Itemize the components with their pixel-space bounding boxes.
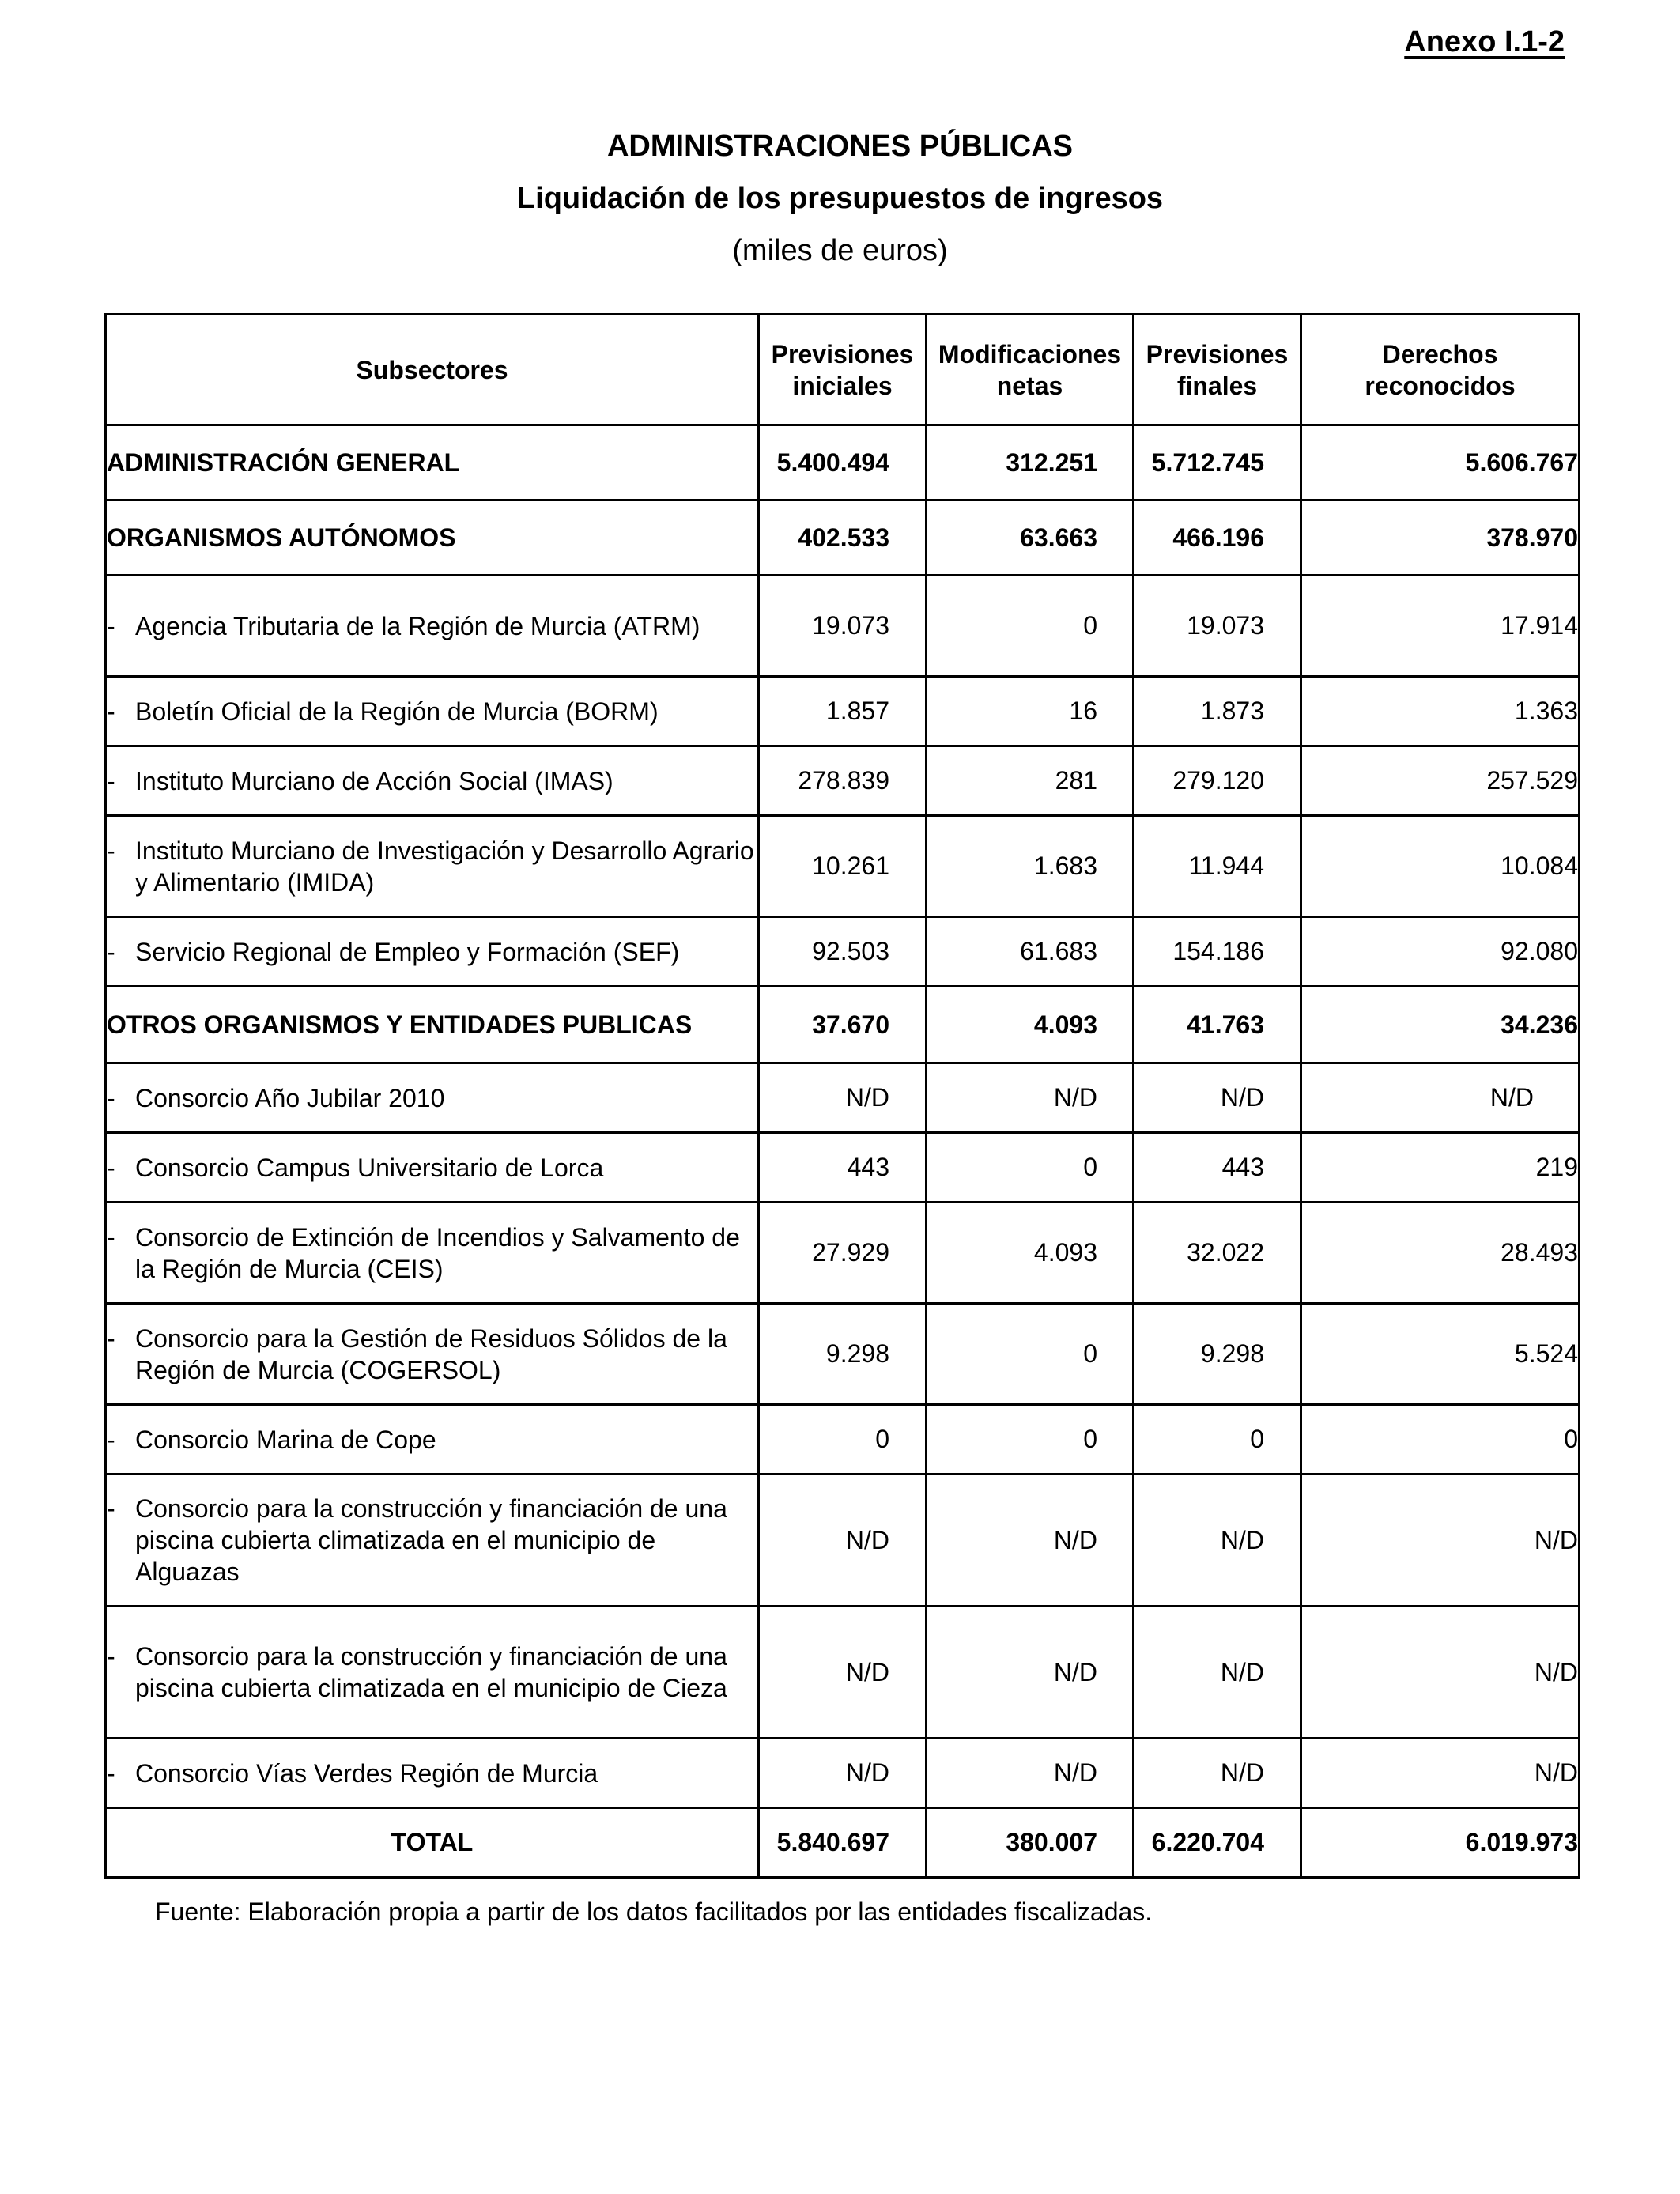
previsiones-iniciales-cell: 9.298 xyxy=(759,1304,927,1405)
row-label: OTROS ORGANISMOS Y ENTIDADES PUBLICAS xyxy=(106,987,759,1063)
total-previsiones-iniciales: 5.840.697 xyxy=(759,1808,927,1878)
row-label: - Consorcio Vías Verdes Región de Murcia xyxy=(106,1739,759,1808)
row-label: - Consorcio de Extinción de Incendios y Salvamento de la Región de Murcia (CEIS) xyxy=(106,1203,759,1304)
previsiones-iniciales-cell: 1.857 xyxy=(759,677,927,746)
modificaciones-netas-cell: N/D xyxy=(927,1739,1134,1808)
modificaciones-netas-cell: 312.251 xyxy=(927,425,1134,500)
source-note: Fuente: Elaboración propia a partir de los datos facilitados por las entidades fiscalizadas. xyxy=(155,1898,1153,1926)
modificaciones-netas-cell: 4.093 xyxy=(927,1203,1134,1304)
annex-label: Anexo I.1-2 xyxy=(1404,25,1565,59)
derechos-reconocidos-cell: N/D xyxy=(1301,1475,1580,1607)
previsiones-finales-cell: 466.196 xyxy=(1134,500,1301,576)
modificaciones-netas-cell: N/D xyxy=(927,1607,1134,1739)
table-row xyxy=(106,746,1580,816)
previsiones-iniciales-cell: 92.503 xyxy=(759,917,927,987)
total-label: TOTAL xyxy=(106,1808,759,1878)
previsiones-iniciales-cell: N/D xyxy=(759,1739,927,1808)
table-row xyxy=(106,1607,1580,1739)
total-row xyxy=(106,1808,1580,1878)
page-title: ADMINISTRACIONES PÚBLICAS xyxy=(606,130,1074,163)
total-previsiones-finales: 6.220.704 xyxy=(1134,1808,1301,1878)
table-row xyxy=(106,987,1580,1063)
table-header-row xyxy=(106,315,1580,425)
total-modificaciones-netas: 380.007 xyxy=(927,1808,1134,1878)
table-row xyxy=(106,1405,1580,1475)
row-label: - Boletín Oficial de la Región de Murcia (BORM) xyxy=(106,677,759,746)
row-label: ADMINISTRACIÓN GENERAL xyxy=(106,425,759,500)
derechos-reconocidos-cell: 17.914 xyxy=(1301,576,1580,677)
derechos-reconocidos-cell: 219 xyxy=(1301,1133,1580,1203)
row-label: - Consorcio Marina de Cope xyxy=(106,1405,759,1475)
units-note: (miles de euros) xyxy=(732,234,948,267)
previsiones-iniciales-cell: 402.533 xyxy=(759,500,927,576)
modificaciones-netas-cell: 16 xyxy=(927,677,1134,746)
previsiones-iniciales-cell: 443 xyxy=(759,1133,927,1203)
table-row xyxy=(106,1304,1580,1405)
previsiones-finales-cell: 279.120 xyxy=(1134,746,1301,816)
previsiones-finales-cell: N/D xyxy=(1134,1063,1301,1133)
previsiones-iniciales-cell: 5.400.494 xyxy=(759,425,927,500)
previsiones-finales-cell: 9.298 xyxy=(1134,1304,1301,1405)
table-row xyxy=(106,1063,1580,1133)
total-derechos-reconocidos: 6.019.973 xyxy=(1301,1808,1580,1878)
table-row xyxy=(106,816,1580,917)
table-row xyxy=(106,500,1580,576)
previsiones-finales-cell: 41.763 xyxy=(1134,987,1301,1063)
previsiones-finales-cell: 32.022 xyxy=(1134,1203,1301,1304)
derechos-reconocidos-cell: 1.363 xyxy=(1301,677,1580,746)
modificaciones-netas-cell: 0 xyxy=(927,1304,1134,1405)
previsiones-iniciales-cell: N/D xyxy=(759,1063,927,1133)
previsiones-iniciales-cell: N/D xyxy=(759,1607,927,1739)
derechos-reconocidos-cell: 0 xyxy=(1301,1405,1580,1475)
row-label: ORGANISMOS AUTÓNOMOS xyxy=(106,500,759,576)
derechos-reconocidos-cell: 257.529 xyxy=(1301,746,1580,816)
derechos-reconocidos-cell: 5.606.767 xyxy=(1301,425,1580,500)
row-label: - Servicio Regional de Empleo y Formación (SEF) xyxy=(106,917,759,987)
derechos-reconocidos-cell: 5.524 xyxy=(1301,1304,1580,1405)
derechos-reconocidos-cell: N/D xyxy=(1301,1607,1580,1739)
header-modificaciones-netas: Modificaciones netas xyxy=(927,315,1134,425)
previsiones-finales-cell: 11.944 xyxy=(1134,816,1301,917)
table-row xyxy=(106,1203,1580,1304)
budget-table xyxy=(104,313,1580,1879)
previsiones-finales-cell: N/D xyxy=(1134,1607,1301,1739)
row-label: - Consorcio Año Jubilar 2010 xyxy=(106,1063,759,1133)
header-previsiones-iniciales: Previsiones iniciales xyxy=(759,315,927,425)
table-row xyxy=(106,1739,1580,1808)
header-subsectores: Subsectores xyxy=(106,315,759,425)
previsiones-iniciales-cell: 37.670 xyxy=(759,987,927,1063)
page-subtitle: Liquidación de los presupuestos de ingresos xyxy=(516,182,1164,215)
previsiones-finales-cell: 0 xyxy=(1134,1405,1301,1475)
previsiones-iniciales-cell: 10.261 xyxy=(759,816,927,917)
table-row xyxy=(106,677,1580,746)
table-row xyxy=(106,1133,1580,1203)
previsiones-iniciales-cell: 278.839 xyxy=(759,746,927,816)
modificaciones-netas-cell: N/D xyxy=(927,1063,1134,1133)
modificaciones-netas-cell: 61.683 xyxy=(927,917,1134,987)
row-label: - Consorcio Campus Universitario de Lorca xyxy=(106,1133,759,1203)
derechos-reconocidos-cell: N/D xyxy=(1301,1063,1580,1133)
previsiones-iniciales-cell: 0 xyxy=(759,1405,927,1475)
previsiones-finales-cell: N/D xyxy=(1134,1739,1301,1808)
derechos-reconocidos-cell: N/D xyxy=(1301,1739,1580,1808)
modificaciones-netas-cell: 1.683 xyxy=(927,816,1134,917)
modificaciones-netas-cell: 0 xyxy=(927,1133,1134,1203)
previsiones-iniciales-cell: 27.929 xyxy=(759,1203,927,1304)
table-row xyxy=(106,425,1580,500)
derechos-reconocidos-cell: 28.493 xyxy=(1301,1203,1580,1304)
row-label: - Instituto Murciano de Investigación y Desarrollo Agrario y Alimentario (IMIDA) xyxy=(106,816,759,917)
table-row xyxy=(106,576,1580,677)
previsiones-finales-cell: 154.186 xyxy=(1134,917,1301,987)
previsiones-finales-cell: 443 xyxy=(1134,1133,1301,1203)
table-row xyxy=(106,917,1580,987)
derechos-reconocidos-cell: 34.236 xyxy=(1301,987,1580,1063)
derechos-reconocidos-cell: 92.080 xyxy=(1301,917,1580,987)
modificaciones-netas-cell: 63.663 xyxy=(927,500,1134,576)
header-previsiones-finales: Previsiones finales xyxy=(1134,315,1301,425)
row-label: - Consorcio para la construcción y financiación de una piscina cubierta climatizada en el municipio de Alguazas xyxy=(106,1475,759,1607)
derechos-reconocidos-cell: 10.084 xyxy=(1301,816,1580,917)
modificaciones-netas-cell: 281 xyxy=(927,746,1134,816)
derechos-reconocidos-cell: 378.970 xyxy=(1301,500,1580,576)
previsiones-iniciales-cell: N/D xyxy=(759,1475,927,1607)
modificaciones-netas-cell: 0 xyxy=(927,576,1134,677)
row-label: - Agencia Tributaria de la Región de Murcia (ATRM) xyxy=(106,576,759,677)
previsiones-iniciales-cell: 19.073 xyxy=(759,576,927,677)
modificaciones-netas-cell: 4.093 xyxy=(927,987,1134,1063)
previsiones-finales-cell: 1.873 xyxy=(1134,677,1301,746)
modificaciones-netas-cell: N/D xyxy=(927,1475,1134,1607)
previsiones-finales-cell: 19.073 xyxy=(1134,576,1301,677)
row-label: - Instituto Murciano de Acción Social (IMAS) xyxy=(106,746,759,816)
row-label: - Consorcio para la Gestión de Residuos Sólidos de la Región de Murcia (COGERSOL) xyxy=(106,1304,759,1405)
table-row xyxy=(106,1475,1580,1607)
header-derechos-reconocidos: Derechos reconocidos xyxy=(1301,315,1580,425)
previsiones-finales-cell: N/D xyxy=(1134,1475,1301,1607)
row-label: - Consorcio para la construcción y financiación de una piscina cubierta climatizada en el municipio de Cieza xyxy=(106,1607,759,1739)
modificaciones-netas-cell: 0 xyxy=(927,1405,1134,1475)
previsiones-finales-cell: 5.712.745 xyxy=(1134,425,1301,500)
